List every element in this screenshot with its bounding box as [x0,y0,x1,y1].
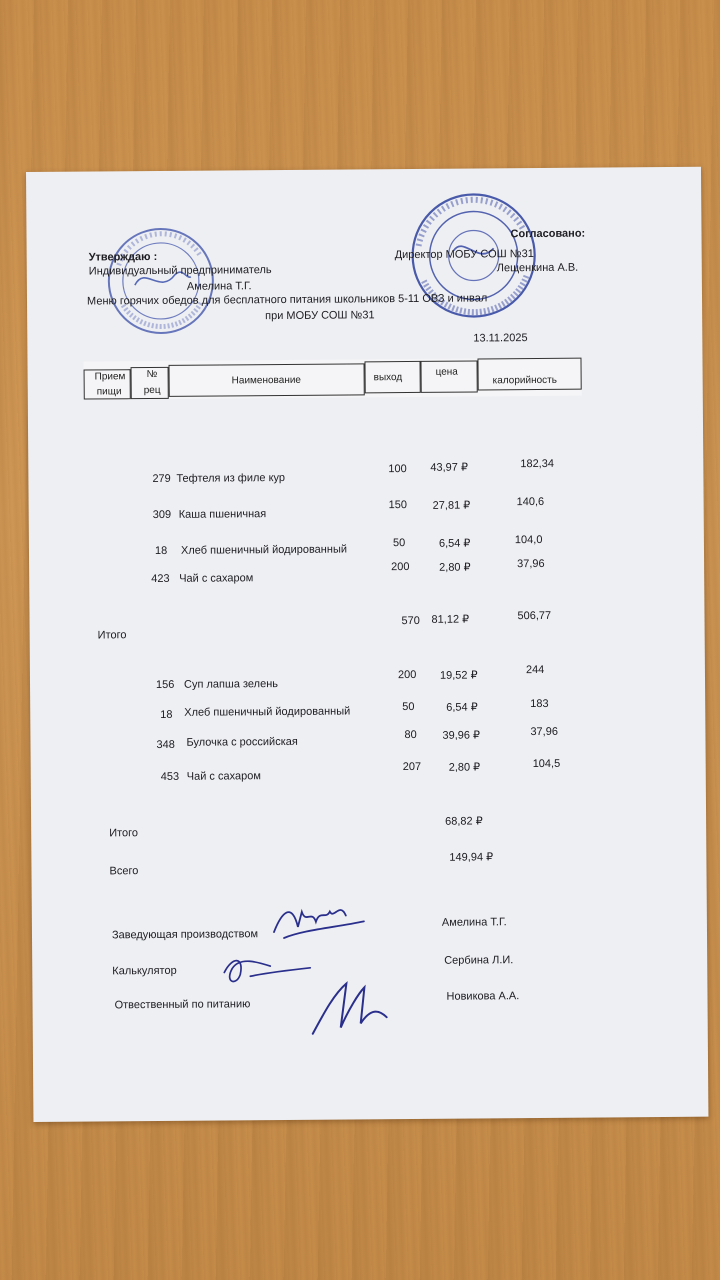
row-name: Чай с сахаром [186,770,261,783]
row-price: 6,54 ₽ [438,537,471,550]
row-num: 423 [151,572,170,586]
row-name: Суп лапша зелень [183,678,279,691]
row-num: 309 [152,508,172,522]
header-num-line2: рец [143,384,161,397]
header-price [420,360,477,392]
header-calories [477,358,581,391]
total-price: 68,82 ₽ [445,815,483,828]
row-num: 279 [152,472,171,486]
row-name: Хлеб пшеничный йодированный [184,705,351,719]
row-num: 453 [160,770,180,783]
row-yield: 50 [392,537,406,550]
agree-name: Лещенкина А.В. [496,261,579,275]
row-yield: 50 [402,700,415,714]
signature-nutrition [300,971,401,1042]
total-label: Итого [97,629,127,642]
signer-role: Отвественный по питанию [114,998,251,1012]
header-num-line1: № [146,368,158,381]
row-num: 348 [156,738,175,751]
signer-name: Сербина Л.И. [444,954,514,967]
row-price: 27,81 ₽ [432,499,471,512]
row-calories: 37,96 [530,725,558,739]
row-price: 39,96 ₽ [442,729,481,742]
row-price: 19,52 ₽ [439,669,478,682]
row-price: 43,97 ₽ [430,461,468,474]
row-calories: 244 [525,663,545,677]
approve-name: Амелина Т.Г. [186,280,252,293]
grand-total-price: 149,94 ₽ [449,851,494,864]
row-price: 6,54 ₽ [446,701,478,714]
signer-name: Новикова А.А. [446,990,520,1003]
row-calories: 104,5 [532,757,561,771]
row-num: 18 [154,544,168,557]
row-yield: 150 [388,499,408,512]
header-name [169,363,365,397]
grand-total-label: Всего [109,865,139,878]
row-name: Хлеб пшеничный йодированный [180,543,348,557]
approve-role: Индивидуальный предприниматель [88,264,272,278]
row-num: 18 [160,708,173,721]
agree-role: Директор МОБУ СОШ №31 [394,248,534,262]
row-calories: 37,96 [517,557,545,571]
row-calories: 182,34 [520,457,555,471]
header-meal-line1: Прием [94,371,126,383]
menu-document [26,167,708,1122]
header-meal-line2: пищи [96,386,122,398]
table-header [83,358,581,400]
total-yield: 570 [401,614,420,628]
header-yield [364,361,420,393]
row-calories: 104,0 [514,533,543,547]
row-yield: 200 [391,561,410,574]
signer-role: Калькулятор [112,964,177,978]
row-price: 2,80 ₽ [439,561,471,574]
row-price: 2,80 ₽ [448,761,481,774]
approve-label: Утверждаю : [88,250,158,264]
header-num [131,367,169,399]
signer-role: Заведующая производством [111,928,259,942]
header-meal [84,369,131,399]
menu-title: Меню горячих обедов для бесплатного питания школьников 5-11 ОВЗ и инвал [86,292,488,308]
signer-name: Амелина Т.Г. [441,916,507,929]
total-price: 81,12 ₽ [431,613,470,626]
row-name: Каша пшеничная [178,508,267,521]
row-name: Чай с сахаром [179,572,254,585]
row-name: Тефтеля из филе кур [176,471,286,485]
row-name: Булочка с российская [186,735,298,749]
row-yield: 207 [402,760,422,774]
menu-date: 13.11.2025 [473,332,528,345]
agree-label: Согласовано: [510,227,586,241]
row-calories: 140,6 [516,495,545,509]
total-label: Итого [109,827,139,840]
header-calories-text: калорийность [492,374,557,387]
total-calories: 506,77 [517,609,552,623]
header-name-text: Наименование [231,374,302,387]
row-num: 156 [155,678,175,691]
row-yield: 100 [388,463,407,476]
row-yield: 80 [404,728,417,742]
menu-subtitle: при МОБУ СОШ №31 [265,309,375,323]
header-yield-text: выход [373,372,403,384]
row-yield: 200 [397,668,417,682]
header-price-text: цена [435,366,458,378]
row-calories: 183 [530,697,549,711]
